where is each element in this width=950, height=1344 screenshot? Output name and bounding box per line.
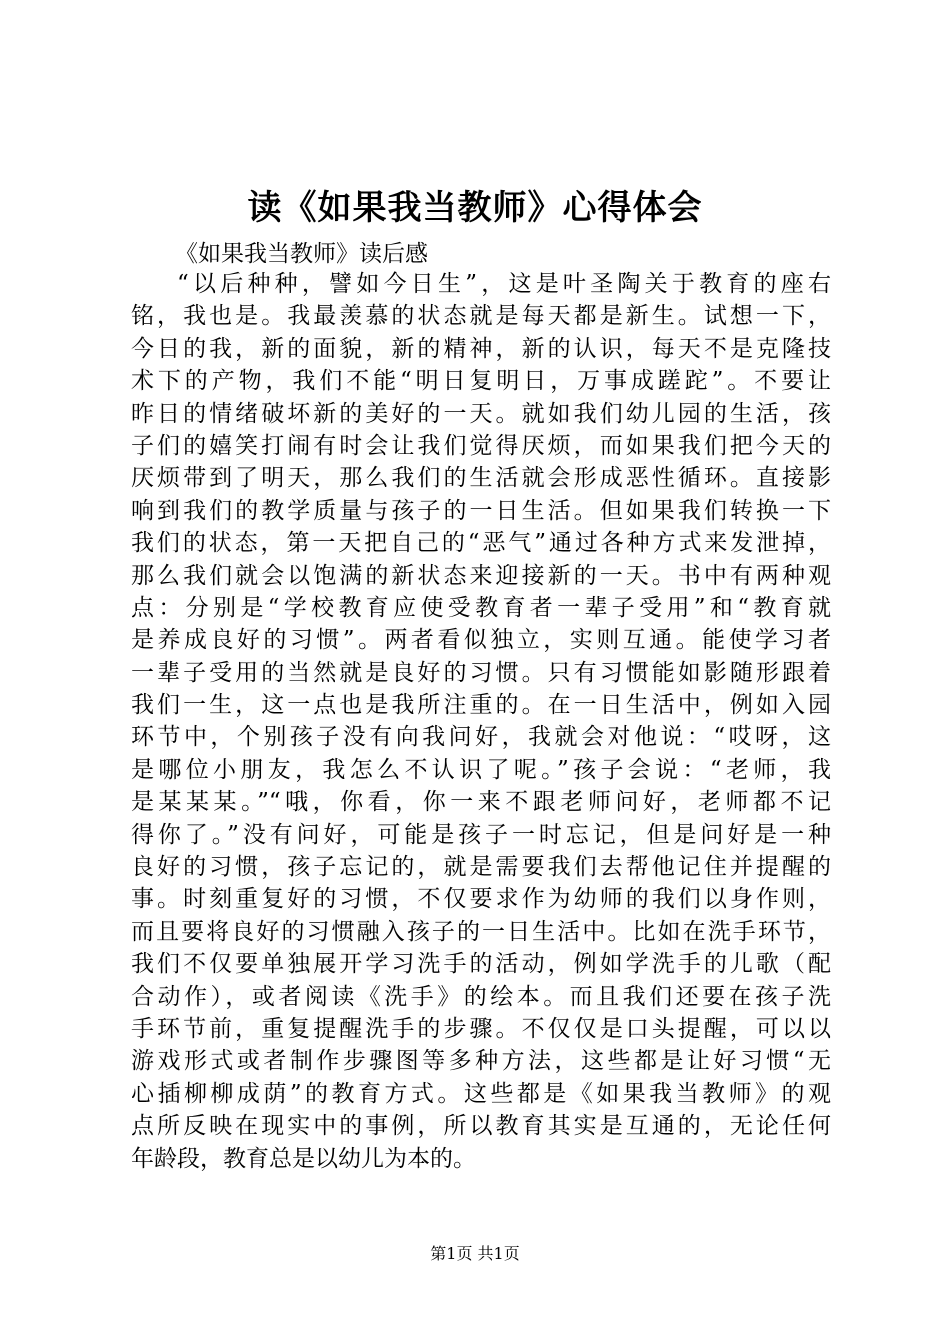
text-line: 环节中，个别孩子没有向我问好，我就会对他说：“哎呀，这 [131, 724, 831, 751]
body-paragraph [131, 268, 831, 1175]
text-line: 游戏形式或者制作步骤图等多种方法，这些都是让好习惯“无 [131, 1048, 831, 1075]
text-line: 点所反映在现实中的事例，所以教育其实是互通的，无论任何 [131, 1113, 831, 1140]
text-line: 厌烦带到了明天，那么我们的生活就会形成恶性循环。直接影 [131, 465, 831, 492]
text-line: 良好的习惯，孩子忘记的，就是需要我们去帮他记住并提醒的 [131, 854, 831, 881]
text-line: 点：分别是“学校教育应使受教育者一辈子受用”和“教育就 [131, 594, 831, 621]
text-line: 铭，我也是。我最羡慕的状态就是每天都是新生。试想一下， [131, 303, 831, 330]
text-line: 是哪位小朋友，我怎么不认识了呢。”孩子会说：“老师，我 [131, 756, 831, 783]
text-line: 响到我们的教学质量与孩子的一日生活。但如果我们转换一下 [131, 497, 831, 524]
text-line: 那么我们就会以饱满的新状态来迎接新的一天。书中有两种观 [131, 562, 831, 589]
text-line: “以后种种，譬如今日生”，这是叶圣陶关于教育的座右 [177, 271, 831, 297]
document-subtitle: 《如果我当教师》读后感 [175, 241, 428, 267]
text-line: 今日的我，新的面貌，新的精神，新的认识，每天不是克隆技 [131, 335, 831, 362]
text-line: 子们的嬉笑打闹有时会让我们觉得厌烦，而如果我们把今天的 [131, 432, 831, 459]
text-line: 年龄段，教育总是以幼儿为本的。 [131, 1145, 476, 1172]
text-line: 我们一生，这一点也是我所注重的。在一日生活中，例如入园 [131, 692, 831, 719]
text-line: 而且要将良好的习惯融入孩子的一日生活中。比如在洗手环节， [131, 918, 831, 945]
text-line: 一辈子受用的当然就是良好的习惯。只有习惯能如影随形跟着 [131, 659, 831, 686]
text-line: 昨日的情绪破坏新的美好的一天。就如我们幼儿园的生活，孩 [131, 400, 831, 427]
text-line: 是某某某。”“哦，你看，你一来不跟老师问好，老师都不记 [131, 789, 831, 816]
text-line: 合动作），或者阅读《洗手》的绘本。而且我们还要在孩子洗 [131, 983, 831, 1010]
text-line: 心插柳柳成荫”的教育方式。这些都是《如果我当教师》的观 [131, 1080, 831, 1107]
page-footer: 第1页 共1页 [430, 1244, 520, 1263]
text-line: 术下的产物，我们不能“明日复明日，万事成蹉跎”。不要让 [131, 368, 831, 395]
text-line: 是养成良好的习惯”。两者看似独立，实则互通。能使学习者 [131, 627, 831, 654]
page-title: 读《如果我当教师》心得体会 [247, 188, 703, 228]
text-line: 我们不仅要单独展开学习洗手的活动，例如学洗手的儿歌（配 [131, 951, 831, 978]
text-line: 我们的状态，第一天把自己的“恶气”通过各种方式来发泄掉， [131, 530, 831, 557]
text-line: 事。时刻重复好的习惯，不仅要求作为幼师的我们以身作则， [131, 886, 831, 913]
text-line: 得你了。”没有问好，可能是孩子一时忘记，但是问好是一种 [131, 821, 831, 848]
text-line: 手环节前，重复提醒洗手的步骤。不仅仅是口头提醒，可以以 [131, 1015, 831, 1042]
